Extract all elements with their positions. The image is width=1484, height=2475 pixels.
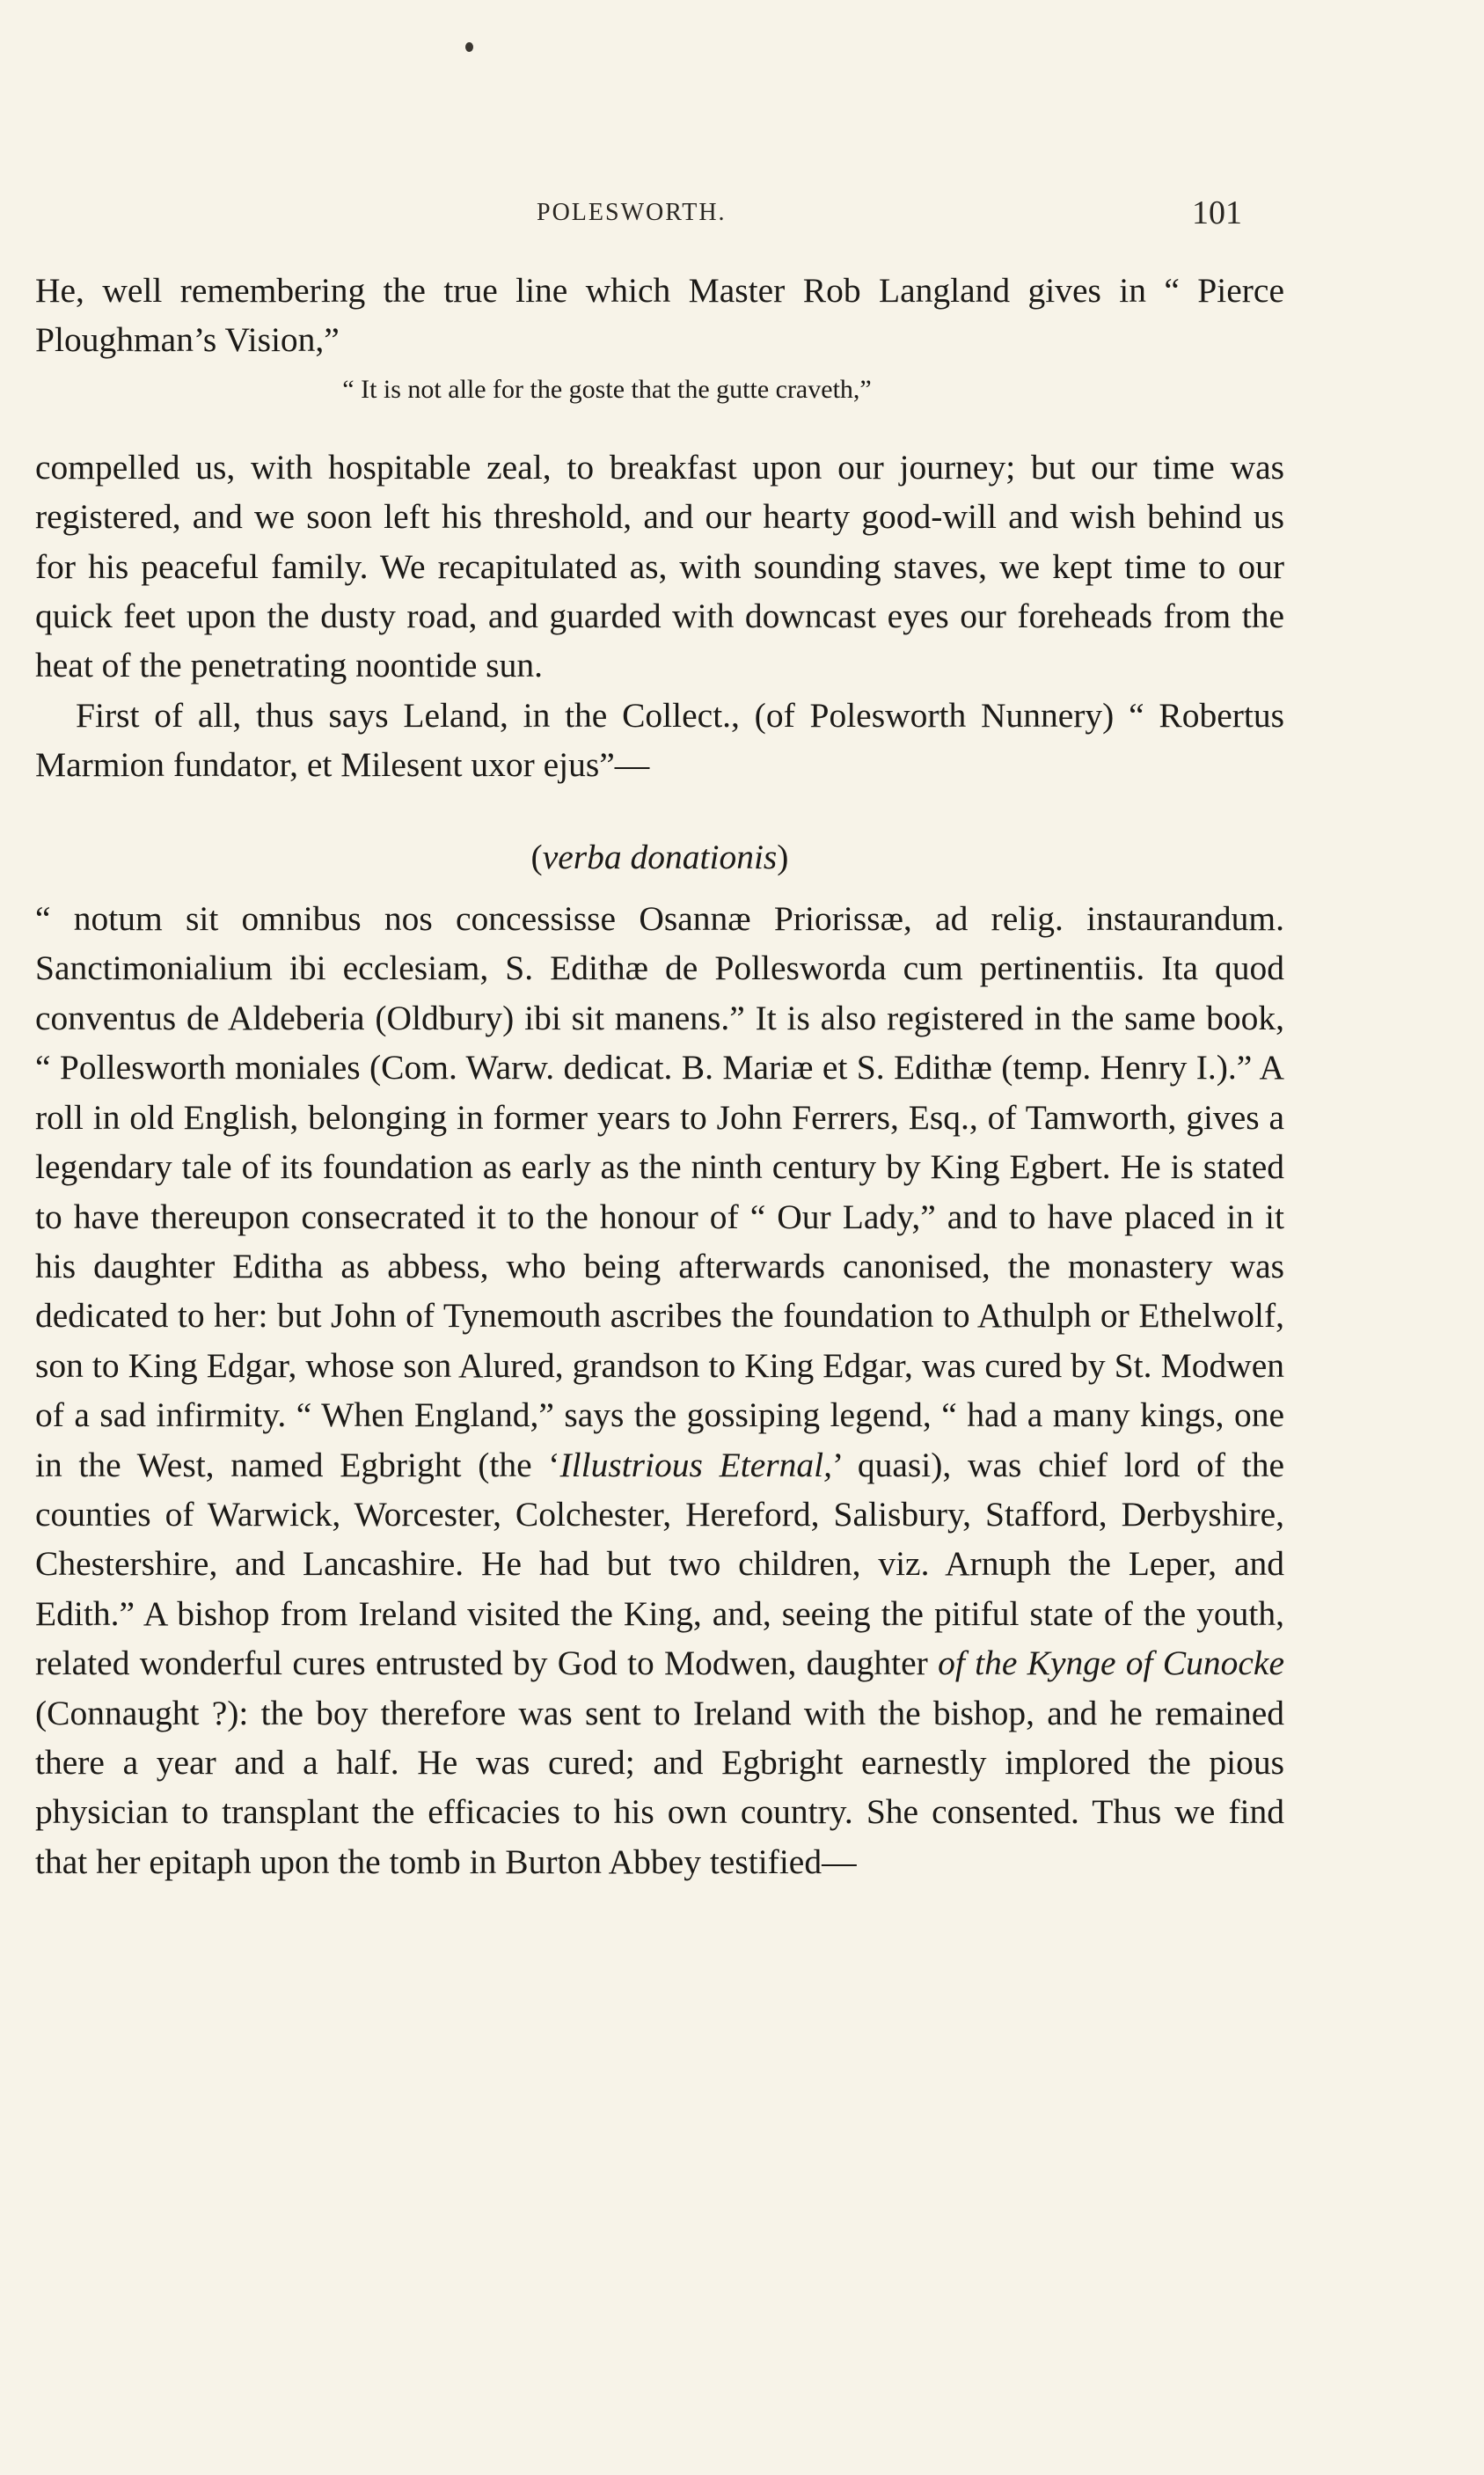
paragraph-3: First of all, thus says Leland, in the Collect., (of Polesworth Nunnery) “ Robertus Marmion fundator, et Milesent uxor ejus”— (35, 695, 1284, 785)
paragraph-4-part-1: “ notum sit omnibus nos concessisse Osannæ Priorissæ, ad relig. instaurandum. Sanctimonialium ibi ecclesiam, S. Edithæ de Pollesworda cum pertinentiis. Ita quod conventus de Aldeberia (Oldbury) ibi sit manens.” It is also registered in the same book, “ Pollesworth moniales (Com. Warw. dedicat. B. Mariæ et S. Edithæ (temp. Henry I.).” A roll in old English, belonging in former years to John Ferrers, Esq., of Tamworth, gives a legendary tale of its foundation as early as the ninth century by King Egbert. He is stated to have thereupon consecrated it to the honour of “ Our Lady,” and to have placed in it his daughter Editha as abbess, who being afterwards canonised, the monastery was dedicated to her: but John of Tynemouth ascribes the foundation to Athulph or Ethelwolf, son to King Edgar, whose son Alured, grandson to King Edgar, was cured by St. Modwen of a sad infirmity. “ When England,” says the gossiping legend, “ had a many kings, one in the West, named Egbright (the ‘ (35, 899, 1284, 1484)
paragraph-4-italic-2: of the Kynge of Cunocke (938, 1644, 1284, 1683)
verba-text: verba donationis (542, 837, 778, 876)
paragraph-4-part-3: (Connaught ?): the boy therefore was sent to Ireland with the bishop, and he remained there a year and a half. He was cured; and Egbright earnestly implored the pious physician to transplant the efficacies to his own country. She consented. Thus we find that her epitaph upon the tomb in Burton Abbey testified— (35, 1693, 1284, 1881)
verse-quote: “ It is not alle for the goste that the gutte craveth,” (342, 374, 872, 404)
verba-donationis-heading (35, 832, 1284, 882)
paragraph-4 (35, 894, 1284, 1886)
verba-close-paren: ) (777, 837, 789, 876)
paragraph-4-part-2: ’ quasi), was chief lord of the counties of Warwick, Worcester, Colchester, Hereford, Salisbury, Stafford, Derbyshire, Chestershire, and Lancashire. He had but two children, viz. Arnuph the Leper, and Edith.” A bishop from Ireland visited the King, and, seeing the pitiful state of the youth, related wonderful cures entrusted by God to Modwen, daughter (35, 1445, 1284, 1683)
ink-speck (465, 42, 473, 52)
paragraph-1: He, well remembering the true line which Master Rob Langland gives in “ Pierce Ploughman’s Vision,” (35, 271, 1284, 360)
paragraph-2: compelled us, with hospitable zeal, to breakfast upon our journey; but our time was registered, and we soon left his threshold, and our hearty good-will and wish behind us for his peaceful family. We recapitulated as, with sounding staves, we kept time to our quick feet upon the dusty road, and guarded with downcast eyes our foreheads from the heat of the penetrating noontide sun. (35, 447, 1284, 685)
running-head (0, 194, 1484, 238)
running-title: POLESWORTH. (537, 199, 727, 226)
page-number: 101 (1192, 194, 1242, 231)
verba-open-paren: ( (530, 837, 543, 876)
body-text (35, 266, 1284, 1886)
paragraph-4-italic-1: Illustrious Eternal, (559, 1445, 832, 1484)
